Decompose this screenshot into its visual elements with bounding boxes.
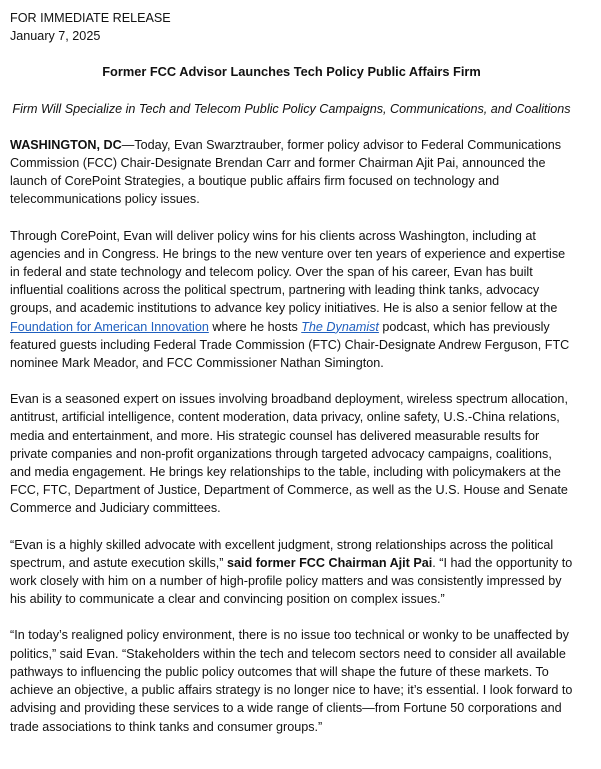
subheadline: Firm Will Specialize in Tech and Telecom Public Policy Campaigns, Communications, and Coalitions [12, 101, 571, 116]
background-text-start: Through CorePoint, Evan will deliver policy wins for his clients across Washington, including at agencies and in Congress. He brings to the new venture over ten years of experience and expertise in federal and state technology and telecom policy. Over the span of his career, Evan has built influential coalitions across the political spectrum, partnering with leading think tanks, advocacy groups, and academic institutions to advance key policy initiatives. He is also a senior fellow at the [10, 228, 566, 316]
background-text-end: podcast, which has previously featured guests including Federal Trade Commission (FTC) Chair-Designate Andrew Ferguson, FTC nominee Mark Meador, and FCC Commissioner Nathan Simington. [10, 319, 570, 371]
quote-attribution: said former FCC Chairman Ajit Pai [227, 555, 433, 570]
quote-pai-start: “Evan is a highly skilled advocate with excellent judgment, strong relationships across the political spectrum, and astute execution skills,” [10, 537, 554, 570]
dateline: WASHINGTON, DC [10, 137, 122, 152]
release-date: January 7, 2025 [10, 29, 101, 44]
intro-text: —Today, Evan Swarztrauber, former policy advisor to Federal Communications Commission (FCC) Chair-Designate Brendan Carr and former Chairman Ajit Pai, announced the launch of CorePoint Strategies, a boutique public affairs firm focused on technology and telecommunications policy issues. [10, 137, 562, 207]
release-label: FOR IMMEDIATE RELEASE [10, 11, 171, 25]
headline: Former FCC Advisor Launches Tech Policy Public Affairs Firm [102, 64, 481, 80]
paragraph-expertise: Evan is a seasoned expert on issues involving broadband deployment, wireless spectrum allocation, antitrust, artificial intelligence, content moderation, data privacy, online safety, U.S.-China relations, media and entertainment, and more. His strategic counsel has delivered measurable results for private companies and non-profit organizations through targeted advocacy campaigns, coalitions, and media engagement. He brings key relationships to the table, including with policymakers at the FCC, FTC, Department of Justice, Department of Commerce, as well as the U.S. House and Senate Commerce and Judiciary committees. [10, 392, 568, 516]
paragraph-intro [10, 136, 573, 209]
paragraph-quote-pai [10, 536, 573, 609]
podcast-link[interactable]: The Dynamist [301, 319, 379, 334]
quote-pai-end: . “I had the opportunity to work closely with him on a number of high-profile policy matters and was consistently impressed by his ability to communicate a clear and convincing position on complex issues.” [10, 555, 573, 607]
foundation-link[interactable]: Foundation for American Innovation [10, 319, 209, 334]
paragraph-background [10, 227, 573, 373]
background-text-middle: where he hosts [208, 319, 302, 334]
paragraph-quote-evan: “In today’s realigned policy environment, there is no issue too technical or wonky to be unaffected by politics,” said Evan. “Stakeholders within the tech and telecom sectors need to consider all available pathways to influencing the public policy outcomes that will shape the future of these markets. To achieve an objective, a public affairs strategy is no longer nice to have; it’s essential. I look forward to advising and providing these services to a wide range of clients—from Fortune 50 corporations and trade associations to think tanks and consumer groups.” [10, 628, 573, 734]
